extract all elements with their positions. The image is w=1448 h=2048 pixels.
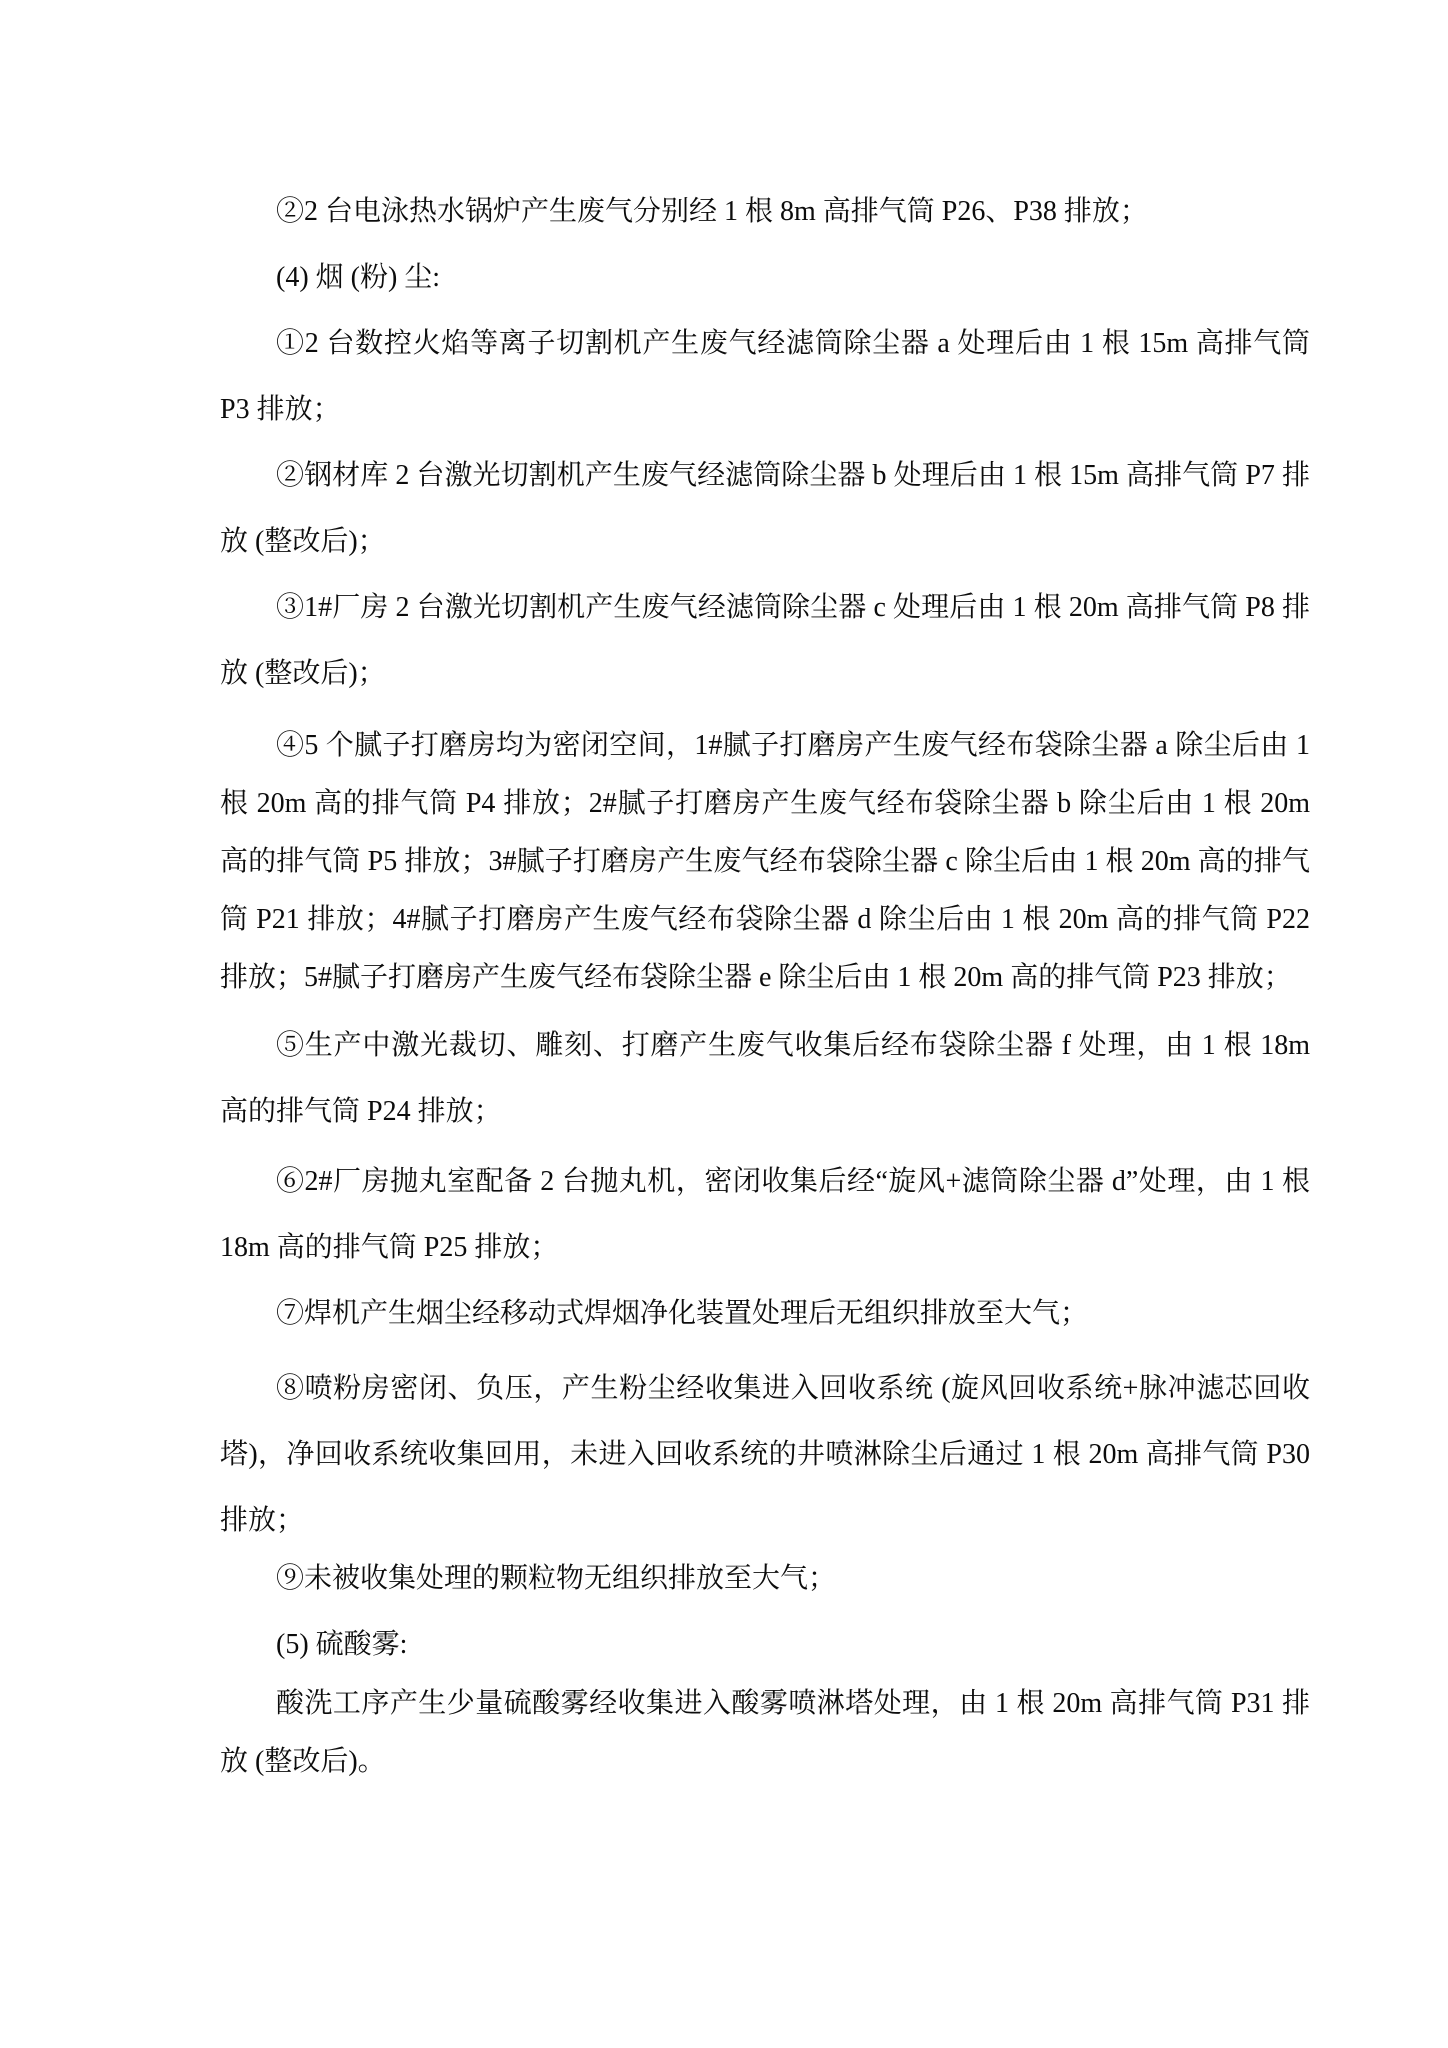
paragraph-boiler-exhaust: ②2 台电泳热水锅炉产生废气分别经 1 根 8m 高排气筒 P26、P38 排放； (276, 196, 1148, 227)
paragraph-plasma-cutter: ①2 台数控火焰等离子切割机产生废气经滤筒除尘器 a 处理后由 1 根 15m 高排气筒 P3 排放； (220, 328, 1310, 425)
paragraph-welding-fume: ⑦焊机产生烟尘经移动式焊烟净化装置处理后无组织排放至大气； (276, 1298, 1089, 1329)
paragraph-uncollected-dust: ⑨未被收集处理的颗粒物无组织排放至大气； (276, 1563, 837, 1594)
paragraph-powder-spray: ⑧喷粉房密闭、负压，产生粉尘经收集进入回收系统 (旋风回收系统+脉冲滤芯回收塔)，净回收系统收集回用，未进入回收系统的井喷淋除尘后通过 1 根 20m 高排气筒 P30 排放； (220, 1373, 1310, 1536)
paragraph-workshop1-laser: ③1#厂房 2 台激光切割机产生废气经滤筒除尘器 c 处理后由 1 根 20m 高排气筒 P8 排放 (整改后)； (220, 592, 1310, 689)
heading-sulfuric-mist: (5) 硫酸雾: (276, 1629, 408, 1660)
document-body (220, 179, 1310, 1791)
paragraph-steel-warehouse: ②钢材库 2 台激光切割机产生废气经滤筒除尘器 b 处理后由 1 根 15m 高排气筒 P7 排放 (整改后)； (220, 460, 1310, 557)
paragraph-putty-rooms: ④5 个腻子打磨房均为密闭空间，1#腻子打磨房产生废气经布袋除尘器 a 除尘后由 1 根 20m 高的排气筒 P4 排放；2#腻子打磨房产生废气经布袋除尘器 b 除尘后由 1 根 20m 高的排气筒 P5 排放；3#腻子打磨房产生废气经布袋除尘器 c 除尘后由 1 根 20m 高的排气筒 P21 排放；4#腻子打磨房产生废气经布袋除尘器 d 除尘后由 1 根 20m 高的排气筒 P22 排放；5#腻子打磨房产生废气经布袋除尘器 e 除尘后由 1 根 20m 高的排气筒 P23 排放； (220, 730, 1310, 993)
paragraph-shot-blasting: ⑥2#厂房抛丸室配备 2 台抛丸机，密闭收集后经“旋风+滤筒除尘器 d”处理，由 1 根 18m 高的排气筒 P25 排放； (220, 1166, 1310, 1263)
paragraph-laser-engrave: ⑤生产中激光裁切、雕刻、打磨产生废气收集后经布袋除尘器 f 处理，由 1 根 18m 高的排气筒 P24 排放； (220, 1030, 1310, 1127)
heading-smoke-dust: (4) 烟 (粉) 尘: (276, 262, 441, 293)
paragraph-acid-washing: 酸洗工序产生少量硫酸雾经收集进入酸雾喷淋塔处理，由 1 根 20m 高排气筒 P31 排放 (整改后)。 (220, 1688, 1310, 1777)
